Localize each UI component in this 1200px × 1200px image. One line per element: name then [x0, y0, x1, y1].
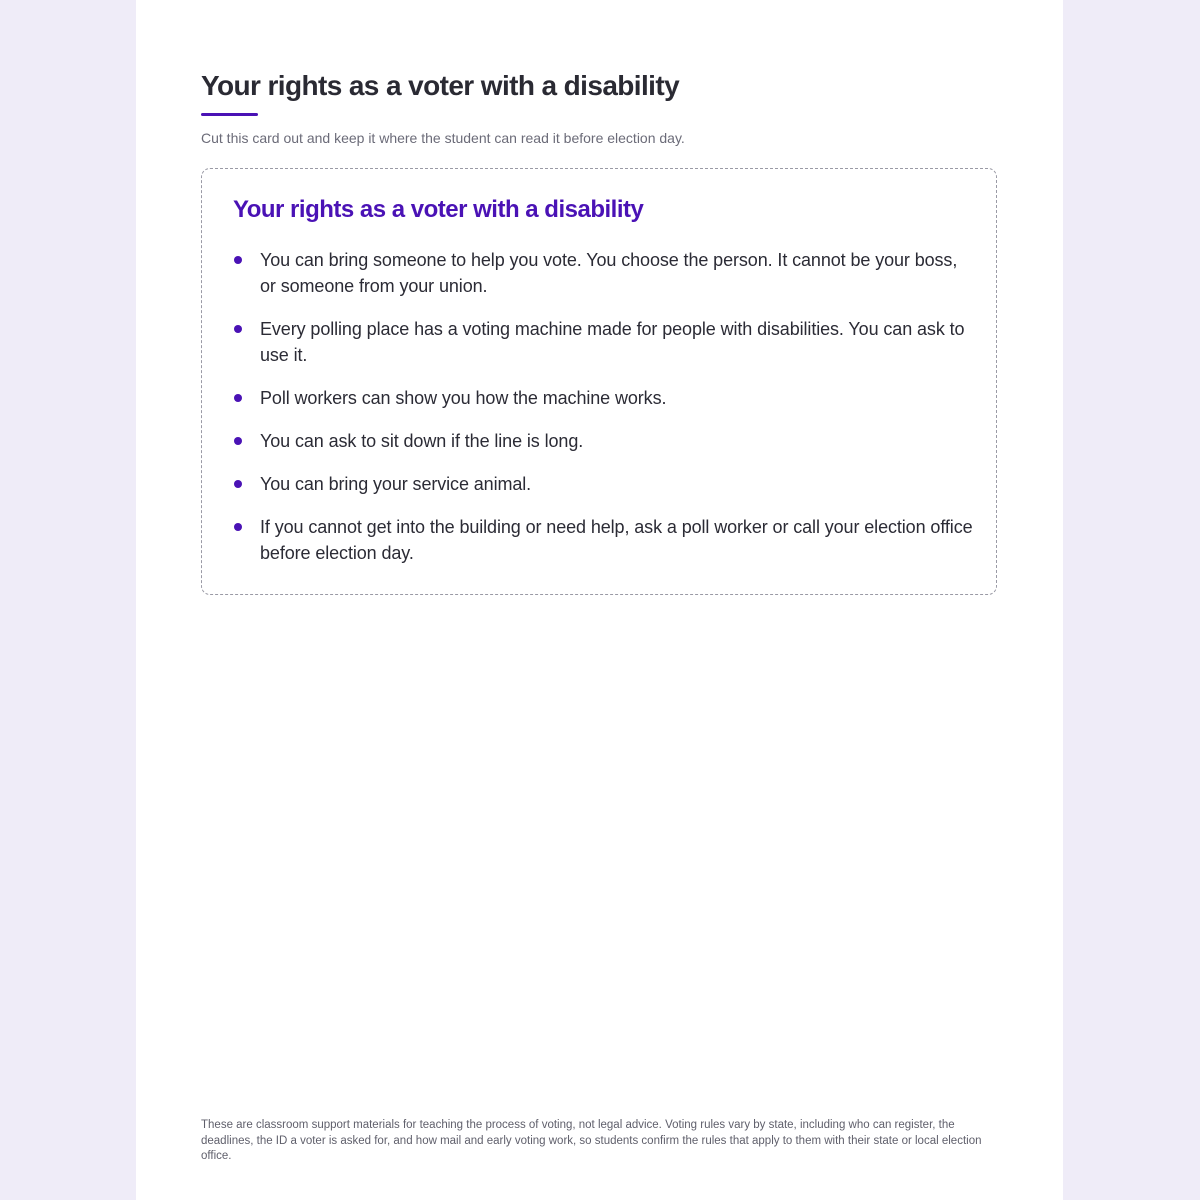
cutout-card — [201, 168, 997, 595]
list-item-text: You can bring someone to help you vote. You choose the person. It cannot be your boss, or someone from your union. — [260, 250, 958, 296]
list-item — [233, 514, 973, 566]
list-item-text: Every polling place has a voting machine made for people with disabilities. You can ask to use it. — [260, 319, 965, 365]
bullet-icon — [234, 325, 242, 333]
rights-list — [233, 247, 973, 583]
card-title: Your rights as a voter with a disability — [233, 196, 644, 223]
list-item-text: Poll workers can show you how the machine works. — [260, 388, 667, 408]
page-subtitle: Cut this card out and keep it where the student can read it before election day. — [201, 130, 685, 146]
bullet-icon — [234, 256, 242, 264]
bullet-icon — [234, 523, 242, 531]
list-item-text: If you cannot get into the building or need help, ask a poll worker or call your election office before election day. — [260, 517, 973, 563]
list-item-text: You can ask to sit down if the line is long. — [260, 431, 584, 451]
document-page — [136, 0, 1063, 1200]
list-item — [233, 385, 973, 411]
list-item-text: You can bring your service animal. — [260, 474, 532, 494]
list-item — [233, 471, 973, 497]
list-item — [233, 428, 973, 454]
bullet-icon — [234, 394, 242, 402]
list-item — [233, 247, 973, 299]
title-underline — [201, 113, 258, 116]
bullet-icon — [234, 480, 242, 488]
legal-disclaimer: These are classroom support materials for teaching the process of voting, not legal advice. Voting rules vary by state, including who can register, the deadlines, the ID a voter is asked for, and how mail and early voting work, so students confirm the rules that apply to them with their state or local election office. — [201, 1119, 982, 1162]
list-item — [233, 316, 973, 368]
bullet-icon — [234, 437, 242, 445]
page-title: Your rights as a voter with a disability — [201, 70, 680, 101]
